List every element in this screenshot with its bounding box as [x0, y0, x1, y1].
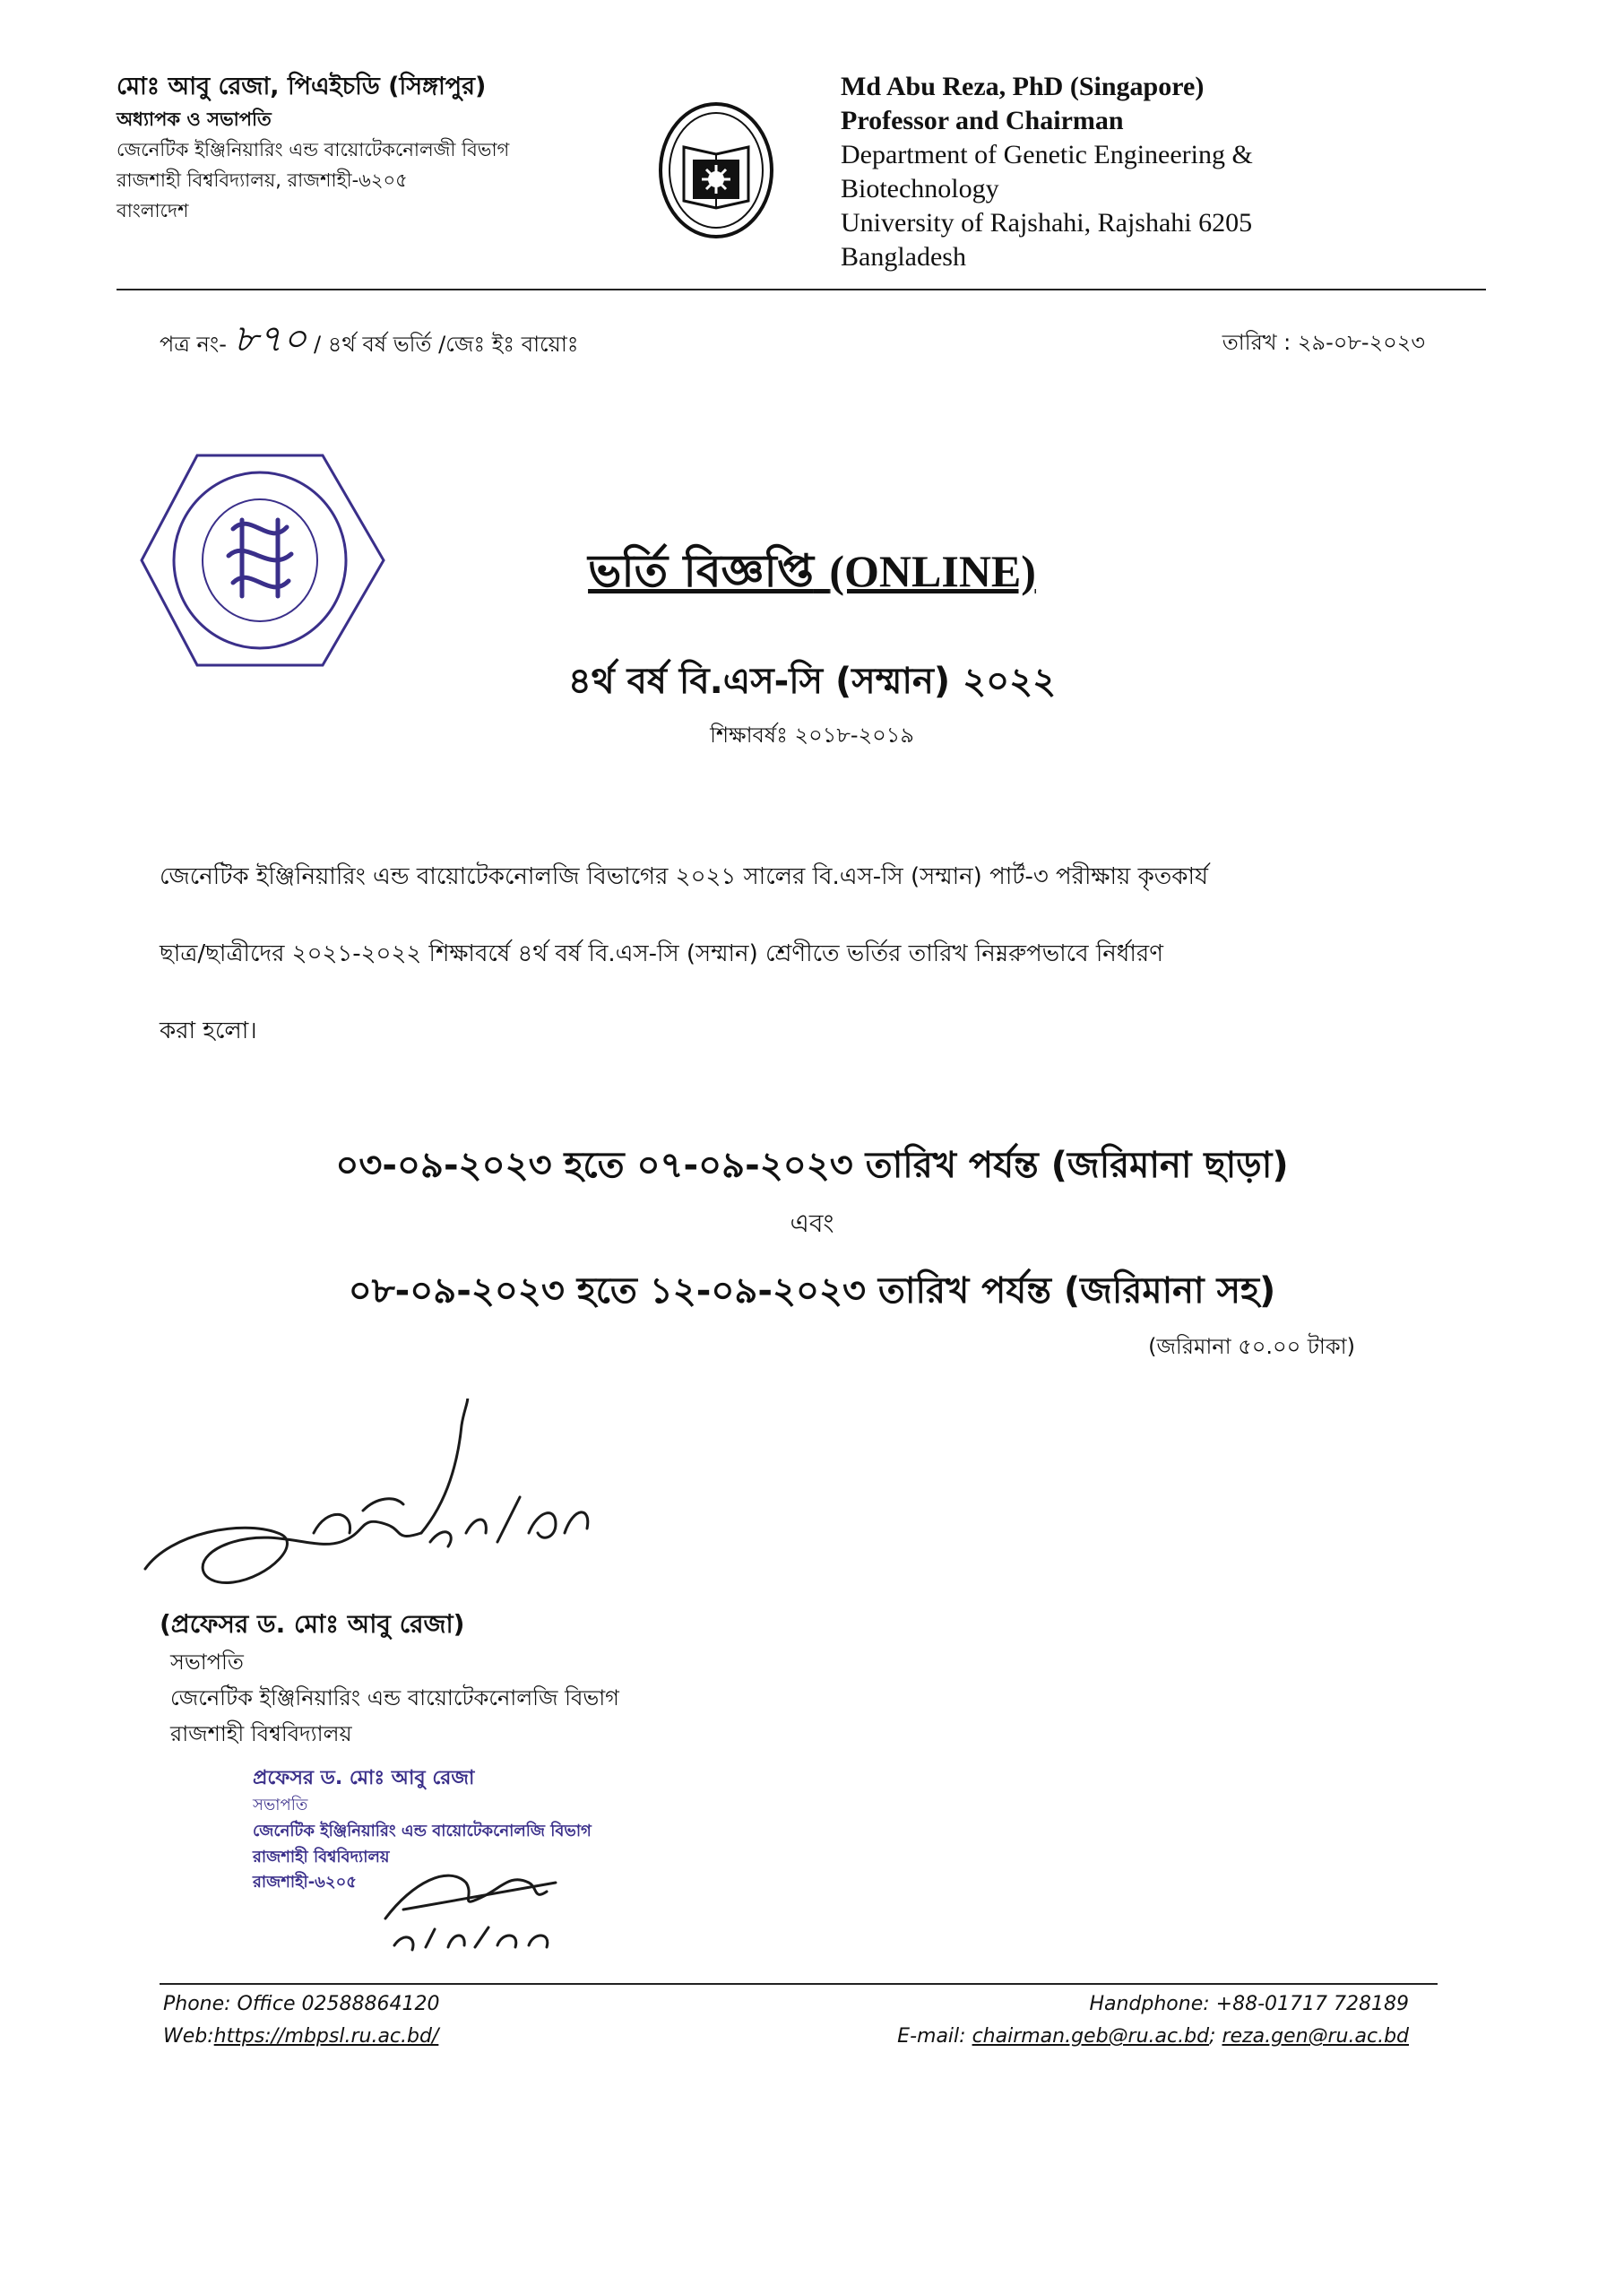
email-link-personal[interactable]: reza.gen@ru.ac.bd	[1222, 2025, 1409, 2048]
email-label: E-mail:	[897, 2025, 966, 2048]
reference-line	[160, 316, 579, 364]
footer-phone	[163, 1988, 439, 2021]
university-logo	[657, 100, 775, 240]
en-dept-line1: Department of Genetic Engineering &	[841, 140, 1253, 169]
stamp-city: রাজশাহী-৬২০৫	[253, 1873, 357, 1892]
signatory-name: (প্রফেসর ড. মোঃ আবু রেজা)	[160, 1609, 465, 1639]
notice-body	[160, 838, 1468, 1070]
footer-divider	[160, 1983, 1438, 1985]
bn-dept: জেনেটিক ইঞ্জিনিয়ারিং এন্ড বায়োটেকনোলজী বিভাগ	[117, 139, 510, 160]
body-line-3: করা হলো।	[160, 1018, 257, 1044]
website-link[interactable]: https://mbpsl.ru.ac.bd/	[213, 2025, 439, 2048]
handphone-number: +88-01717 728189	[1215, 1993, 1409, 2015]
academic-session: শিক্ষাবর্ষঃ ২০১৮-২০১৯	[710, 723, 914, 748]
header-divider	[117, 289, 1486, 290]
letterhead-english	[841, 70, 1522, 274]
ref-prefix: পত্র নং-	[160, 332, 227, 357]
bn-name: মোঃ আবু রেজা, পিএইচডি (সিঙ্গাপুর)	[117, 73, 487, 100]
letterhead-bangla	[117, 70, 690, 226]
en-dept-line2: Biotechnology	[841, 174, 999, 204]
en-univ: University of Rajshahi, Rajshahi 6205	[841, 208, 1253, 238]
footer-web	[163, 2021, 439, 2053]
fine-amount-note: (জরিমানা ৫০.০০ টাকা)	[1148, 1334, 1355, 1359]
signatory-block	[160, 1605, 966, 1752]
conjunction-and: এবং	[790, 1208, 834, 1238]
ref-suffix: / ৪র্থ বর্ষ ভর্তি /জেঃ ইঃ বায়োঃ	[314, 332, 579, 357]
stamp-univ: রাজশাহী বিশ্ববিদ্যালয়	[253, 1848, 390, 1866]
email-link-chairman[interactable]: chairman.geb@ru.ac.bd	[972, 2025, 1210, 2048]
bn-country: বাংলাদেশ	[117, 200, 189, 221]
body-line-1: জেনেটিক ইঞ্জিনিয়ারিং এন্ড বায়োটেকনোলজি বিভাগের ২০২১ সালের বি.এস-সি (সম্মান) পার্ট-৩ পরীক্ষায় কৃতকার্য	[160, 863, 1208, 890]
stamp-initials-signature	[376, 1847, 583, 1963]
en-title: Professor and Chairman	[841, 106, 1124, 135]
email-separator: ;	[1209, 2025, 1216, 2048]
notice-title-english: (ONLINE)	[829, 546, 1036, 596]
footer-right	[897, 1988, 1409, 2053]
web-label: Web:	[163, 2025, 214, 2048]
footer-left	[163, 1988, 439, 2053]
stamp-title: সভাপতি	[253, 1796, 308, 1814]
admission-date-without-fine: ০৩-০৯-২০২৩ হতে ০৭-০৯-২০২৩ তারিখ পর্যন্ত (জরিমানা ছাড়া)	[335, 1145, 1289, 1186]
stamp-dept: জেনেটিক ইঞ্জিনিয়ারিং এন্ড বায়োটেকনোলজি বিভাগ	[253, 1822, 592, 1840]
phone-label: Phone: Office	[163, 1993, 296, 2015]
body-line-2: ছাত্র/ছাত্রীদের ২০২১-২০২২ শিক্ষাবর্ষে ৪র্থ বর্ষ বি.এস-সি (সম্মান) শ্রেণীতে ভর্তির তারিখ নিম্নরুপভাবে নির্ধারণ	[160, 940, 1163, 967]
bn-univ: রাজশাহী বিশ্ববিদ্যালয়, রাজশাহী-৬২০৫	[117, 169, 408, 191]
footer-email	[897, 2021, 1409, 2053]
notice-subtitle: ৪র্থ বর্ষ বি.এস-সি (সম্মান) ২০২২	[567, 661, 1057, 702]
signatory-dept: জেনেটিক ইঞ্জিনিয়ারিং এন্ড বায়োটেকনোলজি বিভাগ	[170, 1685, 619, 1710]
office-phone-number: 02588864120	[301, 1993, 440, 2015]
notice-title-bangla: ভর্তি বিজ্ঞপ্তি	[588, 545, 814, 597]
admission-date-with-fine: ০৮-০৯-২০২৩ হতে ১২-০৯-২০২৩ তারিখ পর্যন্ত (জরিমানা সহ)	[348, 1270, 1276, 1312]
bn-title: অধ্যাপক ও সভাপতি	[117, 108, 272, 130]
letter-date: তারিখ : ২৯-০৮-২০২৩	[1222, 330, 1425, 355]
signatory-univ: রাজশাহী বিশ্ববিদ্যালয়	[170, 1721, 352, 1746]
handwritten-signature	[134, 1399, 600, 1605]
stamp-name: প্রফেসর ড. মোঃ আবু রেজা	[253, 1767, 475, 1789]
footer-handphone	[897, 1988, 1409, 2021]
signatory-title: সভাপতি	[170, 1650, 244, 1675]
en-country: Bangladesh	[841, 242, 966, 272]
ref-number: ৮৭০	[233, 316, 307, 360]
notice-title	[0, 540, 1624, 602]
handphone-label: Handphone:	[1089, 1993, 1210, 2015]
en-name: Md Abu Reza, PhD (Singapore)	[841, 72, 1205, 101]
